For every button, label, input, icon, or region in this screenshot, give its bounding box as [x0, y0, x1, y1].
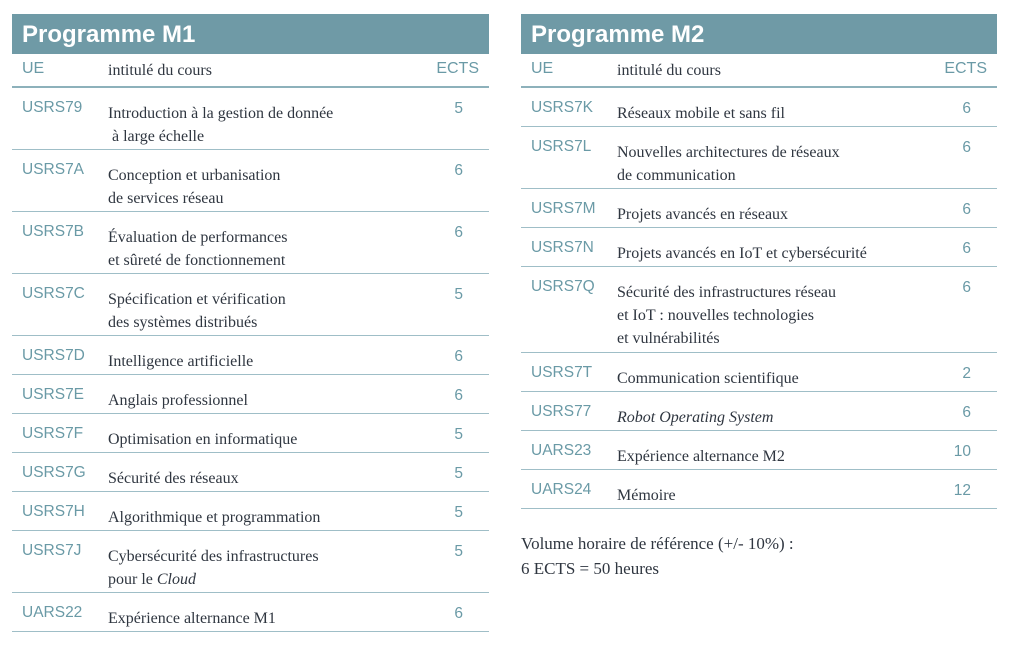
ue-code: USRS7E: [22, 386, 85, 403]
course-title: [108, 288, 429, 334]
ects-value: 5: [454, 465, 463, 482]
ects-value: 5: [454, 426, 463, 443]
table-row: [521, 479, 997, 509]
course-title-line: [108, 568, 429, 591]
table-row: [12, 345, 489, 375]
programme-m2-table: [521, 14, 997, 518]
note-line: 6 ECTS = 50 heures: [521, 559, 660, 578]
table-row: [12, 97, 489, 150]
course-title-line: Projets avancés en réseaux: [617, 206, 789, 223]
ects-value: 6: [962, 240, 971, 257]
header-ue: UE: [22, 60, 45, 77]
header-ects: ECTS: [436, 60, 479, 77]
course-title: [108, 506, 429, 529]
table-row: [521, 198, 997, 228]
table-row: [521, 362, 997, 392]
course-title: [617, 445, 937, 468]
course-title-line: Robot Operating System: [617, 409, 774, 426]
course-title-line: Sécurité des infrastructures réseau: [617, 284, 837, 301]
course-title-line: Réseaux mobile et sans fil: [617, 105, 785, 122]
header-ue: UE: [531, 60, 554, 77]
ects-value: 10: [953, 443, 971, 460]
ects-value: 2: [962, 365, 971, 382]
table-row: [12, 283, 489, 336]
ects-value: 5: [454, 286, 463, 303]
course-title-prefix: pour le: [108, 571, 157, 588]
programme-m1-title: Programme M1: [12, 14, 489, 54]
course-title: [108, 467, 429, 490]
ects-value: 5: [454, 543, 463, 560]
ects-value: 6: [454, 162, 463, 179]
ects-value: 6: [454, 387, 463, 404]
ue-code: USRS77: [531, 403, 592, 420]
table-row: [12, 384, 489, 414]
course-title-line: Projets avancés en IoT et cybersécurité: [617, 245, 867, 262]
note-line: Volume horaire de référence (+/- 10%) :: [521, 534, 794, 553]
table-row: [12, 602, 489, 632]
course-title-line: Intelligence artificielle: [108, 353, 254, 370]
ue-code: USRS7A: [22, 161, 85, 178]
ects-value: 5: [454, 100, 463, 117]
table-row: [12, 501, 489, 531]
table-row: [521, 440, 997, 470]
reference-hours-note: [521, 531, 794, 581]
ects-value: 5: [454, 504, 463, 521]
course-title-line: Évaluation de performances: [108, 229, 288, 246]
course-title-line: Spécification et vérification: [108, 291, 286, 308]
course-title-line: de services réseau: [108, 190, 224, 207]
ects-value: 6: [454, 605, 463, 622]
table-row: [521, 237, 997, 267]
course-title-line: de communication: [617, 167, 736, 184]
course-title-line: Nouvelles architectures de réseaux: [617, 144, 840, 161]
course-title-line: Anglais professionnel: [108, 392, 248, 409]
ue-code: USRS7D: [22, 347, 85, 364]
course-title: [108, 607, 429, 630]
course-title-line: et vulnérabilités: [617, 330, 720, 347]
ue-code: USRS7K: [531, 99, 594, 116]
table-header: [12, 54, 489, 88]
header-course: intitulé du cours: [108, 62, 212, 79]
table-row: [12, 423, 489, 453]
course-title-line: Conception et urbanisation: [108, 167, 281, 184]
ects-value: 6: [962, 404, 971, 421]
ects-value: 6: [962, 279, 971, 296]
header-ects: ECTS: [944, 60, 987, 77]
ects-value: 6: [962, 100, 971, 117]
ue-code: USRS7B: [22, 223, 85, 240]
course-title: [617, 141, 937, 187]
course-title: [108, 389, 429, 412]
ue-code: USRS7J: [22, 542, 82, 559]
course-title: [617, 102, 937, 125]
ue-code: USRS7N: [531, 239, 594, 256]
course-title-line: Expérience alternance M1: [108, 610, 276, 627]
table-row: [12, 462, 489, 492]
ue-code: UARS22: [22, 604, 83, 621]
ects-value: 12: [953, 482, 971, 499]
course-title-line: à large échelle: [108, 128, 205, 145]
course-title: [108, 164, 429, 210]
table-header: [521, 54, 997, 88]
ue-code: USRS7L: [531, 138, 592, 155]
course-title-line: Optimisation en informatique: [108, 431, 298, 448]
ue-code: USRS7H: [22, 503, 85, 520]
table-row: [12, 159, 489, 212]
header-course: intitulé du cours: [617, 62, 721, 79]
course-title-line: des systèmes distribués: [108, 314, 258, 331]
table-row: [521, 97, 997, 127]
course-title-line: Algorithmique et programmation: [108, 509, 321, 526]
ue-code: USRS7M: [531, 200, 596, 217]
course-title-line: Mémoire: [617, 487, 676, 504]
course-title: [617, 367, 937, 390]
course-title-line: et sûreté de fonctionnement: [108, 252, 286, 269]
course-title-line: Introduction à la gestion de donnée: [108, 105, 334, 122]
ue-code: USRS7F: [22, 425, 84, 442]
ue-code: USRS7C: [22, 285, 85, 302]
ects-value: 6: [454, 224, 463, 241]
ue-code: USRS79: [22, 99, 83, 116]
programme-m2-title: Programme M2: [521, 14, 997, 54]
programme-m1-table: [12, 14, 489, 641]
table-row: [521, 136, 997, 189]
table-row: [12, 540, 489, 593]
course-title: [108, 428, 429, 451]
ects-value: 6: [962, 139, 971, 156]
course-title: [108, 350, 429, 373]
ue-code: USRS7Q: [531, 278, 595, 295]
course-title-italic: Cloud: [156, 571, 196, 588]
table-row: [521, 276, 997, 353]
course-title-line: Communication scientifique: [617, 370, 799, 387]
course-title: [617, 281, 937, 350]
course-title: [617, 484, 937, 507]
table-row: [521, 401, 997, 431]
ue-code: UARS23: [531, 442, 592, 459]
course-title-line: et IoT : nouvelles technologies: [617, 307, 814, 324]
course-title: [617, 406, 937, 429]
course-title: [617, 242, 937, 265]
course-title-line: Sécurité des réseaux: [108, 470, 239, 487]
course-title: [108, 102, 429, 148]
ue-code: UARS24: [531, 481, 592, 498]
ects-value: 6: [962, 201, 971, 218]
ects-value: 6: [454, 348, 463, 365]
course-title-line: Cybersécurité des infrastructures: [108, 548, 319, 565]
ue-code: USRS7G: [22, 464, 86, 481]
course-title: [108, 545, 429, 591]
course-title: [108, 226, 429, 272]
ue-code: USRS7T: [531, 364, 593, 381]
course-title-line: Expérience alternance M2: [617, 448, 785, 465]
course-title: [617, 203, 937, 226]
table-row: [12, 221, 489, 274]
